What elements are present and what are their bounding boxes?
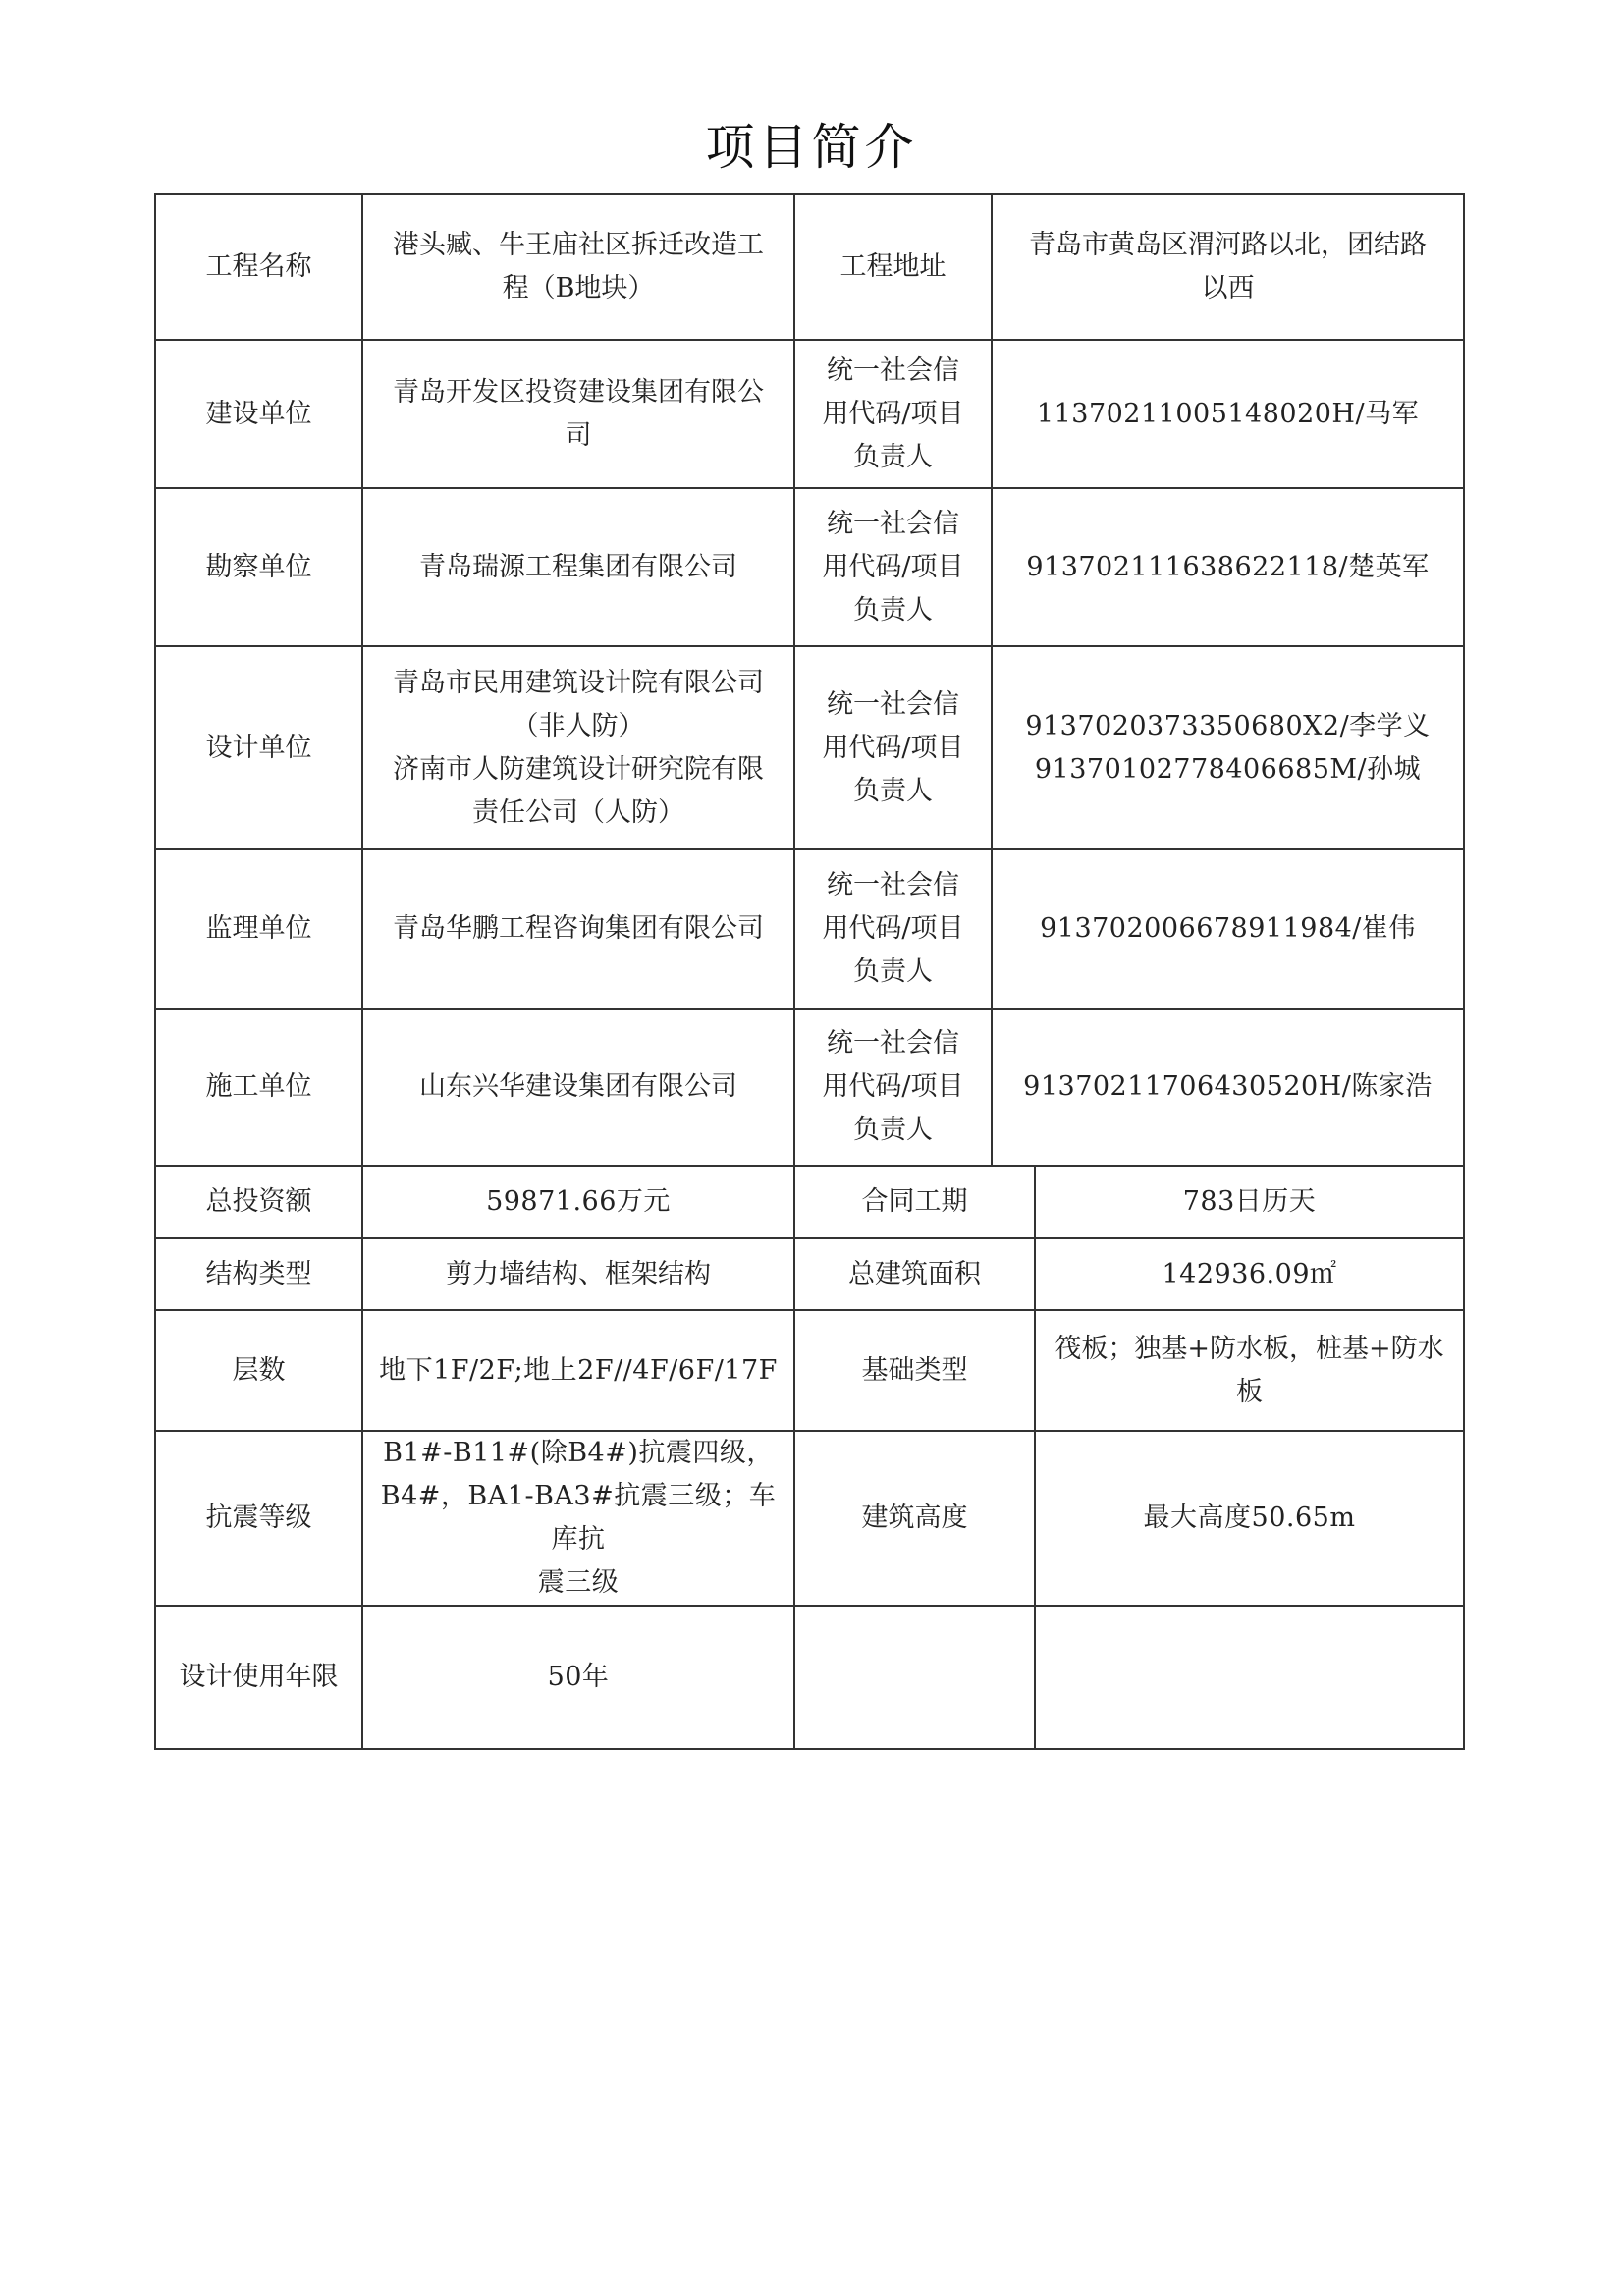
project-address-line: 青岛市黄岛区渭河路以北，团结路 — [1029, 230, 1427, 260]
code-label-line: 用代码/项目 — [822, 551, 964, 582]
investment-label: 总投资额 — [155, 1167, 362, 1238]
foundation-value — [1035, 1310, 1464, 1431]
structure-label: 结构类型 — [155, 1238, 362, 1310]
code-label-line: 用代码/项目 — [822, 913, 964, 944]
construction-code-value: 91370211706430520H/陈家浩 — [992, 1009, 1464, 1166]
service-life-label: 设计使用年限 — [155, 1606, 362, 1749]
seismic-line: B4#，BA1-BA3#抗震三级；车库抗 — [380, 1481, 777, 1555]
project-summary-table — [154, 193, 1463, 1750]
foundation-line: 板 — [1236, 1376, 1263, 1407]
project-name-line: 程（B地块） — [502, 273, 655, 303]
table-row — [155, 1606, 1464, 1749]
foundation-label: 基础类型 — [794, 1310, 1035, 1431]
details-section — [154, 1167, 1465, 1750]
seismic-label: 抗震等级 — [155, 1431, 362, 1606]
seismic-line: 震三级 — [537, 1567, 620, 1598]
code-label-line: 用代码/项目 — [822, 732, 964, 763]
construction-label: 施工单位 — [155, 1009, 362, 1166]
table-row — [155, 1009, 1464, 1166]
supervision-code-label — [794, 849, 992, 1009]
design-code-line: 91370102778406685M/孙城 — [1034, 753, 1422, 785]
floors-value: 地下1F/2F;地上2F//4F/6F/17F — [362, 1310, 794, 1431]
design-line: 责任公司（人防） — [472, 796, 684, 828]
seismic-line: B1#-B11#(除B4#)抗震四级， — [383, 1438, 774, 1468]
design-code-line: 9137020373350680X2/李学义 — [1025, 710, 1431, 741]
empty-cell — [1035, 1606, 1464, 1749]
foundation-line: 筏板；独基+防水板，桩基+防水 — [1055, 1333, 1444, 1364]
design-value — [362, 646, 794, 849]
code-label-line: 负责人 — [853, 775, 933, 806]
org-section — [154, 193, 1465, 1167]
supervision-value: 青岛华鹏工程咨询集团有限公司 — [362, 849, 794, 1009]
developer-value — [362, 340, 794, 488]
developer-code-value: 11370211005148020H/马军 — [992, 340, 1464, 488]
project-address-value — [992, 194, 1464, 340]
investment-value: 59871.66万元 — [362, 1167, 794, 1238]
duration-value: 783日历天 — [1035, 1167, 1464, 1238]
service-life-value: 50年 — [362, 1606, 794, 1749]
design-line: （非人防） — [512, 710, 645, 741]
height-label: 建筑高度 — [794, 1431, 1035, 1606]
code-label-line: 统一社会信 — [827, 355, 959, 386]
supervision-label: 监理单位 — [155, 849, 362, 1009]
design-line: 济南市人防建筑设计研究院有限 — [393, 753, 764, 785]
table-row — [155, 849, 1464, 1009]
construction-code-label — [794, 1009, 992, 1166]
table-row — [155, 646, 1464, 849]
table-row — [155, 194, 1464, 340]
code-label-line: 负责人 — [853, 594, 933, 626]
table-row — [155, 1167, 1464, 1238]
developer-line: 青岛开发区投资建设集团有限公 — [393, 376, 764, 408]
floors-label: 层数 — [155, 1310, 362, 1431]
design-line: 青岛市民用建筑设计院有限公司 — [393, 667, 764, 698]
code-label-line: 用代码/项目 — [822, 398, 964, 429]
survey-code-value: 913702111638622118/楚英军 — [992, 488, 1464, 646]
developer-line: 司 — [565, 419, 592, 451]
code-label-line: 负责人 — [853, 441, 933, 472]
code-label-line: 统一社会信 — [827, 508, 959, 539]
page-title: 项目简介 — [705, 119, 918, 176]
empty-cell — [794, 1606, 1035, 1749]
design-code-label — [794, 646, 992, 849]
project-name-value — [362, 194, 794, 340]
table-row — [155, 1431, 1464, 1606]
design-code-value — [992, 646, 1464, 849]
table-row — [155, 1238, 1464, 1310]
table-row — [155, 340, 1464, 488]
duration-label: 合同工期 — [794, 1167, 1035, 1238]
survey-value: 青岛瑞源工程集团有限公司 — [362, 488, 794, 646]
height-value: 最大高度50.65m — [1035, 1431, 1464, 1606]
code-label-line: 负责人 — [853, 1115, 933, 1145]
project-name-label: 工程名称 — [155, 194, 362, 340]
design-label: 设计单位 — [155, 646, 362, 849]
developer-label: 建设单位 — [155, 340, 362, 488]
code-label-line: 统一社会信 — [827, 1028, 959, 1059]
structure-value: 剪力墙结构、框架结构 — [362, 1238, 794, 1310]
code-label-line: 负责人 — [853, 957, 933, 987]
project-name-line: 港头臧、牛王庙社区拆迁改造工 — [393, 230, 764, 260]
survey-label: 勘察单位 — [155, 488, 362, 646]
construction-value: 山东兴华建设集团有限公司 — [362, 1009, 794, 1166]
developer-code-label — [794, 340, 992, 488]
table-row — [155, 1310, 1464, 1431]
project-address-line: 以西 — [1201, 273, 1255, 303]
seismic-value — [362, 1431, 794, 1606]
code-label-line: 统一社会信 — [827, 870, 959, 901]
floor-area-label: 总建筑面积 — [794, 1238, 1035, 1310]
floor-area-value: 142936.09㎡ — [1035, 1238, 1464, 1310]
table-row — [155, 488, 1464, 646]
code-label-line: 用代码/项目 — [822, 1071, 964, 1102]
survey-code-label — [794, 488, 992, 646]
code-label-line: 统一社会信 — [827, 688, 959, 720]
supervision-code-value: 913702006678911984/崔伟 — [992, 849, 1464, 1009]
project-address-label: 工程地址 — [794, 194, 992, 340]
